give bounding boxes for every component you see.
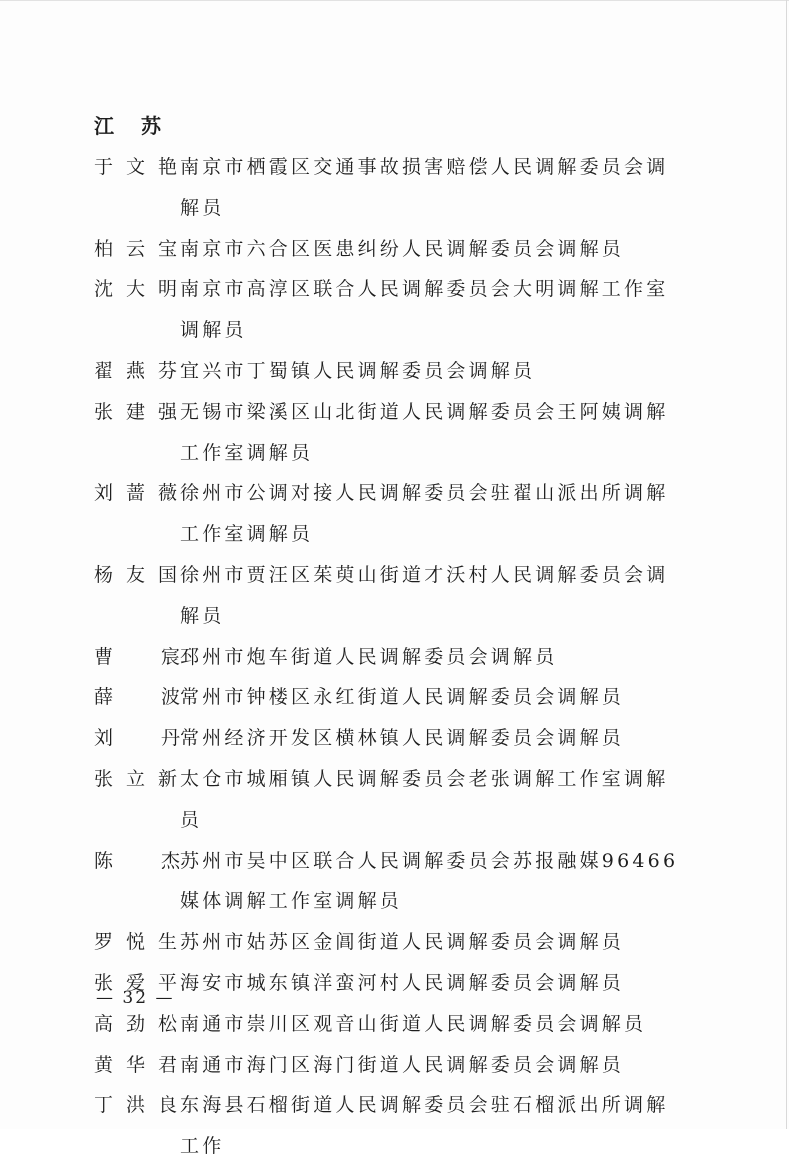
honoree-name: 陈 杰: [94, 849, 180, 872]
honoree-position: 苏州市吴中区联合人民调解委员会苏报融媒96466媒体调解工作室调解员: [180, 849, 679, 913]
scan-edge-top: [0, 0, 789, 1]
honoree-position: 无锡市梁溪区山北街道人民调解委员会王阿姨调解工作室调解员: [180, 400, 669, 464]
honoree-position: 南京市高淳区联合人民调解委员会大明调解工作室调解员: [180, 278, 669, 342]
honoree-position: 苏州市姑苏区金阊街道人民调解委员会调解员: [180, 931, 625, 954]
list-item: [94, 637, 694, 678]
page-number: — 32 —: [96, 988, 175, 1008]
honoree-name: 刘 丹: [94, 727, 180, 750]
honoree-position: 南京市六合区医患纠纷人民调解委员会调解员: [180, 237, 625, 260]
honoree-name: 罗悦生: [94, 931, 180, 954]
list-item: [94, 841, 694, 923]
scan-edge-right: [786, 0, 787, 1129]
honoree-name: 刘蔷薇: [94, 482, 180, 505]
honoree-name: 于文艳: [94, 156, 180, 178]
list-item: [94, 473, 694, 555]
honoree-position: 邳州市炮车街道人民调解委员会调解员: [180, 645, 558, 668]
list-item: [94, 1085, 694, 1167]
honoree-position: 徐州市公调对接人民调解委员会驻翟山派出所调解工作室调解员: [180, 482, 669, 546]
honoree-position: 常州经济开发区横林镇人民调解委员会调解员: [180, 727, 625, 750]
list-item: [94, 1004, 694, 1045]
list-item: [94, 677, 694, 718]
list-item: [94, 1045, 694, 1086]
honoree-name: 翟燕芬: [94, 359, 180, 382]
list-item: [94, 759, 694, 841]
honoree-position: 宜兴市丁蜀镇人民调解委员会调解员: [180, 359, 536, 382]
honoree-name: 曹 宸: [94, 645, 180, 668]
list-item: [94, 963, 694, 1004]
honoree-name: 高劲松: [94, 1012, 180, 1035]
list-item: [94, 351, 694, 392]
honoree-name: 张建强: [94, 400, 180, 423]
honoree-list: [94, 147, 694, 1167]
honoree-name: 张立新: [94, 767, 180, 790]
honoree-position: 徐州市贾汪区茱萸山街道才沃村人民调解委员会调解员: [180, 563, 669, 627]
list-item: [94, 718, 694, 759]
honoree-position: 东海县石榴街道人民调解委员会驻石榴派出所调解工作: [180, 1094, 669, 1158]
list-item: [94, 922, 694, 963]
honoree-position: 南通市海门区海门街道人民调解委员会调解员: [180, 1053, 625, 1076]
honoree-name: 沈大明: [94, 278, 180, 301]
honoree-name: 柏云宝: [94, 237, 180, 260]
honoree-name: 杨友国: [94, 563, 180, 586]
honoree-name: 丁洪良: [94, 1094, 180, 1117]
honoree-position: 常州市钟楼区永红街道人民调解委员会调解员: [180, 686, 625, 709]
honoree-name: 黄华君: [94, 1053, 180, 1076]
honoree-position: 海安市城东镇洋蛮河村人民调解委员会调解员: [180, 971, 625, 994]
list-item: [94, 269, 694, 351]
list-item: [94, 147, 694, 229]
honoree-position: 南京市栖霞区交通事故损害赔偿人民调解委员会调解员: [180, 156, 669, 219]
honoree-position: 南通市崇川区观音山街道人民调解委员会调解员: [180, 1012, 647, 1035]
list-item: [94, 555, 694, 637]
honoree-position: 太仓市城厢镇人民调解委员会老张调解工作室调解员: [180, 767, 669, 831]
section-heading: 江 苏: [94, 114, 171, 138]
list-item: [94, 392, 694, 474]
list-item: [94, 229, 694, 270]
honoree-name: 薛 波: [94, 686, 180, 709]
honoree-name: 张爱平: [94, 971, 180, 994]
